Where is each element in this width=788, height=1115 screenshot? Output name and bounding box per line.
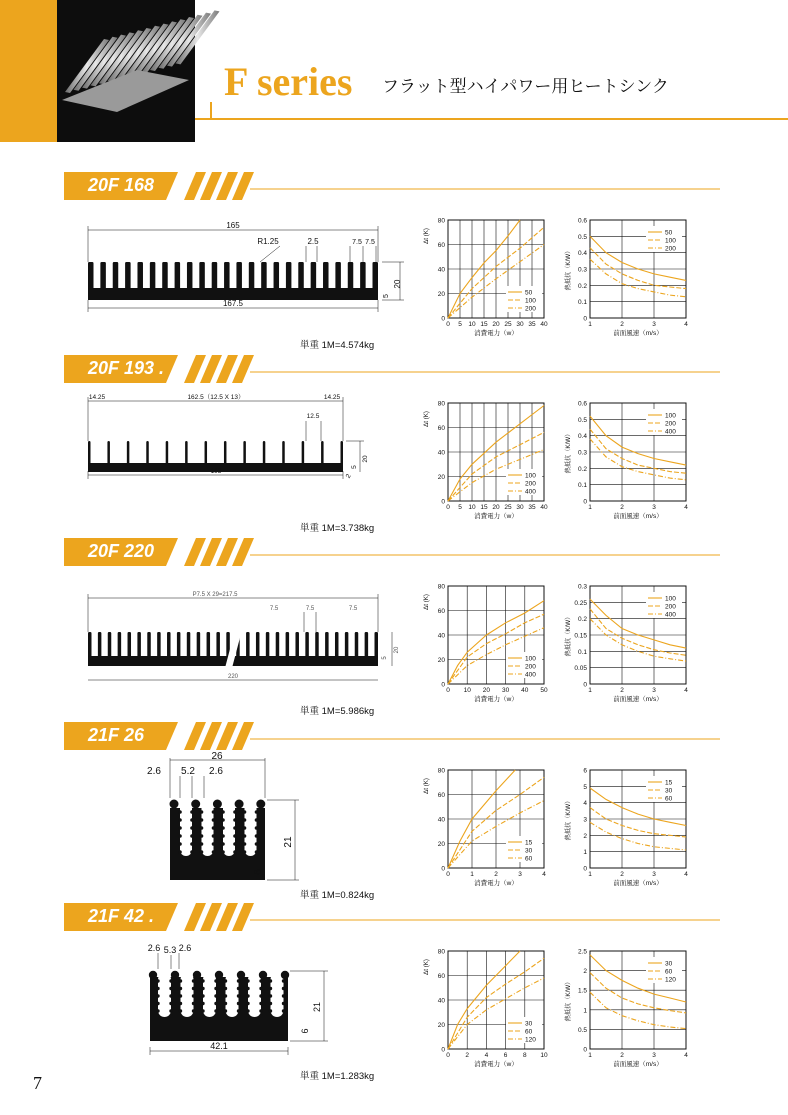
y-tick-label: 20 — [437, 841, 445, 848]
y-axis-label: 熱抵抗（K/W） — [565, 978, 572, 1022]
y-axis-label: Δt (K) — [423, 594, 430, 610]
dim-label: 2.6 — [209, 766, 223, 777]
y-tick-label: 0.6 — [577, 217, 587, 225]
chart-thermal-resistance — [560, 764, 700, 894]
unit-weight: 単重 1M=5.986kg — [300, 706, 375, 717]
dim-label: 162.5（12.5 X 13） — [187, 394, 245, 401]
legend-label: 200 — [665, 420, 676, 428]
y-tick-label: 1 — [583, 849, 587, 857]
legend-label: 200 — [665, 245, 676, 253]
x-tick-label: 1 — [588, 321, 592, 328]
legend-label: 30 — [525, 1020, 533, 1028]
heatsink-profile — [170, 800, 266, 881]
legend-label: 30 — [525, 847, 533, 855]
section-title: 20F 220 — [88, 541, 155, 561]
header-accent-bar — [195, 118, 788, 120]
section-title: 21F 26 — [88, 725, 145, 745]
x-tick-label: 30 — [516, 504, 524, 511]
y-tick-label: 0.4 — [577, 433, 587, 441]
y-tick-label: 0.2 — [577, 282, 587, 290]
x-tick-label: 10 — [468, 321, 476, 328]
legend-label: 400 — [665, 611, 676, 619]
legend-label: 50 — [525, 289, 533, 297]
y-tick-label: 60 — [437, 973, 445, 980]
y-tick-label: 80 — [437, 948, 445, 956]
x-tick-label: 2 — [620, 871, 624, 878]
y-tick-label: 0.1 — [577, 299, 587, 307]
dim-label: 2.6 — [178, 943, 192, 953]
x-tick-label: 10 — [468, 504, 476, 511]
x-tick-label: 3 — [652, 504, 656, 511]
x-tick-label: 0 — [446, 321, 450, 328]
x-tick-label: 5 — [458, 321, 462, 328]
y-tick-label: 60 — [437, 792, 445, 799]
dim-label: 6 — [300, 1028, 310, 1034]
y-axis-label: 熱抵抗（K/W） — [565, 797, 572, 841]
x-tick-label: 0 — [446, 687, 450, 694]
dim-label: 7.5 — [348, 606, 358, 612]
x-tick-label: 1 — [588, 871, 592, 878]
y-axis-label: 熱抵抗（K/W） — [565, 430, 572, 474]
legend-label: 15 — [665, 779, 673, 787]
x-tick-label: 1 — [588, 687, 592, 694]
x-tick-label: 2 — [465, 1052, 470, 1059]
legend-label: 100 — [665, 237, 676, 245]
x-tick-label: 25 — [504, 504, 512, 511]
x-tick-label: 40 — [540, 504, 548, 511]
dim-label: 193 — [210, 468, 222, 475]
y-tick-label: 0.1 — [577, 648, 587, 656]
chart-thermal-resistance — [560, 397, 700, 527]
unit-weight: 単重 1M=0.824kg — [300, 890, 375, 901]
dim-label: 7.5 — [352, 239, 362, 246]
dim-label: 26 — [211, 751, 223, 762]
x-tick-label: 15 — [480, 504, 488, 511]
x-tick-label: 10 — [463, 687, 471, 694]
dim-label: 21 — [312, 1001, 322, 1013]
series-subtitle: フラット型ハイパワー用ヒートシンク — [382, 77, 669, 96]
x-tick-label: 25 — [504, 321, 512, 328]
dim-label: 20 — [393, 279, 402, 289]
chart-temperature-rise — [418, 580, 558, 710]
x-tick-label: 2 — [494, 871, 498, 878]
y-tick-label: 0.6 — [577, 400, 587, 408]
unit-weight: 単重 1M=4.574kg — [300, 340, 375, 351]
x-tick-label: 15 — [480, 321, 488, 328]
section-title: 20F 193 . — [88, 358, 165, 378]
dim-label: 5 — [382, 656, 388, 660]
x-tick-label: 4 — [484, 1052, 489, 1059]
y-tick-label: 20 — [437, 657, 445, 664]
legend-label: 100 — [665, 595, 676, 603]
dim-label: 167.5 — [222, 299, 244, 308]
legend-label: 100 — [525, 297, 536, 305]
y-tick-label: 0.2 — [577, 616, 587, 624]
legend-label: 200 — [525, 480, 536, 488]
legend-label: 60 — [525, 1028, 533, 1036]
x-axis-label: 前面風速（m/s） — [613, 1061, 663, 1068]
y-tick-label: 80 — [437, 217, 445, 225]
y-axis-label: 熱抵抗（K/W） — [565, 613, 572, 657]
legend-label: 200 — [525, 663, 536, 671]
dim-label: 7.5 — [269, 606, 279, 612]
x-tick-label: 3 — [652, 321, 656, 328]
legend-label: 400 — [525, 671, 536, 679]
x-tick-label: 30 — [501, 687, 510, 694]
y-tick-label: 80 — [437, 400, 445, 408]
x-tick-label: 3 — [652, 1052, 656, 1059]
x-tick-label: 20 — [482, 687, 491, 694]
section-title-banner — [0, 172, 788, 200]
y-tick-label: 0.3 — [577, 583, 587, 591]
x-tick-label: 2 — [620, 1052, 624, 1059]
profile-drawing — [70, 939, 420, 1069]
y-tick-label: 2 — [583, 832, 587, 840]
y-tick-label: 80 — [437, 767, 445, 775]
x-tick-label: 5 — [458, 504, 462, 511]
y-axis-label: Δt (K) — [423, 411, 430, 427]
profile-drawing — [70, 391, 420, 521]
x-axis-label: 消費電力（w） — [474, 330, 518, 337]
dim-label: 5.2 — [181, 766, 195, 777]
x-tick-label: 4 — [684, 321, 688, 328]
x-tick-label: 40 — [521, 687, 529, 694]
y-tick-label: 40 — [437, 997, 445, 1005]
dim-label: 165 — [226, 221, 240, 230]
dim-label: 2.5 — [307, 237, 319, 246]
dim-label: 2.6 — [147, 943, 161, 953]
y-tick-label: 0.5 — [577, 1026, 587, 1034]
y-tick-label: 2.5 — [577, 948, 587, 956]
y-tick-label: 80 — [437, 583, 445, 591]
section-title: 21F 42 . — [88, 906, 155, 926]
y-tick-label: 0 — [583, 865, 587, 873]
x-axis-label: 消費電力（w） — [474, 880, 518, 887]
x-tick-label: 20 — [492, 321, 500, 328]
dim-label: 2.6 — [147, 766, 161, 777]
y-tick-label: 0 — [441, 315, 445, 323]
section-title: 20F 168 — [88, 175, 155, 195]
y-axis-label: Δt (K) — [423, 228, 430, 244]
x-tick-label: 8 — [522, 1052, 527, 1059]
dim-label: 12.5 — [306, 413, 320, 420]
legend-label: 60 — [665, 795, 673, 803]
dim-label: 5 — [351, 465, 358, 469]
x-tick-label: 3 — [652, 687, 656, 694]
x-tick-label: 30 — [516, 321, 524, 328]
y-tick-label: 1.5 — [577, 987, 587, 995]
y-tick-label: 0 — [441, 1046, 445, 1054]
x-tick-label: 3 — [652, 871, 656, 878]
chart-temperature-rise — [418, 945, 558, 1075]
section-title-banner — [0, 538, 788, 566]
legend-label: 120 — [665, 976, 676, 984]
x-tick-label: 1 — [588, 504, 592, 511]
profile-drawing — [70, 751, 420, 888]
legend-label: 60 — [525, 855, 533, 863]
x-axis-label: 前面風速（m/s） — [613, 880, 663, 887]
x-tick-label: 2 — [620, 504, 624, 511]
legend-label: 120 — [525, 1036, 536, 1044]
legend-label: 100 — [525, 472, 536, 480]
legend-label: 60 — [665, 968, 673, 976]
chart-thermal-resistance — [560, 214, 700, 344]
dimension-line — [260, 246, 280, 262]
legend-label: 15 — [525, 839, 533, 847]
x-tick-label: 4 — [542, 871, 546, 878]
unit-weight: 単重 1M=1.283kg — [300, 1071, 375, 1082]
dim-label: 42.1 — [210, 1041, 228, 1051]
dim-label: 2 — [344, 472, 353, 480]
y-tick-label: 0.05 — [574, 665, 587, 673]
section-title-banner — [0, 903, 788, 931]
y-tick-label: 0.25 — [574, 599, 587, 607]
dim-label: R1.25 — [257, 237, 279, 246]
profile-drawing — [70, 208, 420, 338]
dim-label: 7.5 — [365, 239, 375, 246]
y-tick-label: 0 — [583, 681, 587, 689]
x-tick-label: 4 — [684, 687, 688, 694]
chart-thermal-resistance — [560, 945, 700, 1075]
x-tick-label: 0 — [446, 504, 450, 511]
y-tick-label: 0.1 — [577, 482, 587, 490]
legend-label: 400 — [665, 428, 676, 436]
x-tick-label: 3 — [518, 871, 522, 878]
y-tick-label: 5 — [583, 783, 587, 791]
y-tick-label: 0.15 — [574, 632, 587, 640]
dim-label: 20 — [362, 455, 369, 463]
y-axis-label: Δt (K) — [423, 959, 430, 975]
y-tick-label: 60 — [437, 608, 445, 615]
section-title-banner — [0, 722, 788, 750]
page-number: 7 — [33, 1073, 42, 1093]
y-tick-label: 0 — [441, 498, 445, 506]
section-title-banner — [0, 355, 788, 383]
y-tick-label: 20 — [437, 474, 445, 481]
y-tick-label: 3 — [583, 816, 587, 824]
x-axis-label: 消費電力（w） — [474, 513, 518, 520]
y-tick-label: 4 — [583, 800, 587, 808]
y-axis-label: Δt (K) — [423, 778, 430, 794]
dim-label: P7.5 X 29=217.5 — [192, 592, 238, 598]
y-tick-label: 6 — [583, 767, 587, 775]
x-tick-label: 0 — [446, 871, 450, 878]
dim-label: 6 — [253, 869, 264, 875]
y-axis-label: 熱抵抗（K/W） — [565, 247, 572, 291]
y-tick-label: 20 — [437, 1022, 445, 1029]
y-tick-label: 40 — [437, 266, 445, 274]
chart-temperature-rise — [418, 764, 558, 894]
y-tick-label: 0 — [583, 1046, 587, 1054]
x-tick-label: 2 — [620, 687, 624, 694]
y-tick-label: 60 — [437, 242, 445, 249]
dim-label: 5 — [383, 294, 390, 298]
legend-label: 400 — [525, 488, 536, 496]
x-axis-label: 消費電力（w） — [474, 696, 518, 703]
dim-label: 220 — [227, 674, 239, 680]
y-tick-label: 0.5 — [577, 233, 587, 241]
x-tick-label: 50 — [540, 687, 548, 694]
heatsink-photo-icon — [57, 0, 195, 142]
y-tick-label: 0.3 — [577, 449, 587, 457]
chart-thermal-resistance — [560, 580, 700, 710]
x-axis-label: 前面風速（m/s） — [613, 513, 663, 520]
x-tick-label: 6 — [503, 1052, 508, 1059]
series-title: F series — [224, 59, 353, 104]
x-axis-label: 前面風速（m/s） — [613, 330, 663, 337]
y-tick-label: 0.4 — [577, 250, 587, 258]
y-tick-label: 20 — [437, 291, 445, 298]
legend-label: 200 — [525, 305, 536, 313]
y-tick-label: 0.2 — [577, 465, 587, 473]
x-tick-label: 35 — [528, 321, 536, 328]
legend-label: 30 — [665, 787, 673, 795]
header-photo — [57, 0, 195, 142]
y-tick-label: 0.5 — [577, 416, 587, 424]
legend-label: 50 — [665, 229, 673, 237]
y-tick-label: 0 — [441, 681, 445, 689]
x-tick-label: 2 — [620, 321, 624, 328]
dim-label: 14.25 — [323, 394, 341, 401]
x-tick-label: 1 — [588, 1052, 592, 1059]
y-tick-label: 0 — [583, 498, 587, 506]
x-tick-label: 35 — [528, 504, 536, 511]
legend-label: 100 — [665, 412, 676, 420]
y-tick-label: 40 — [437, 816, 445, 824]
y-tick-label: 0.3 — [577, 266, 587, 274]
x-tick-label: 10 — [540, 1052, 548, 1059]
x-tick-label: 1 — [470, 871, 474, 878]
x-tick-label: 4 — [684, 504, 688, 511]
y-tick-label: 60 — [437, 425, 445, 432]
header-accent-block — [0, 0, 57, 142]
x-tick-label: 4 — [684, 1052, 688, 1059]
heatsink-profile — [88, 262, 378, 300]
dim-label: 20 — [394, 646, 400, 654]
heatsink-profile — [149, 971, 289, 1041]
y-tick-label: 0 — [441, 865, 445, 873]
legend-label: 200 — [665, 603, 676, 611]
y-tick-label: 0 — [583, 315, 587, 323]
unit-weight: 単重 1M=3.738kg — [300, 523, 375, 534]
legend-label: 100 — [525, 655, 536, 663]
chart-temperature-rise — [418, 214, 558, 344]
dim-label: 14.25 — [88, 394, 106, 401]
x-tick-label: 0 — [446, 1052, 450, 1059]
x-tick-label: 40 — [540, 321, 548, 328]
x-tick-label: 20 — [492, 504, 500, 511]
x-axis-label: 前面風速（m/s） — [613, 696, 663, 703]
x-tick-label: 4 — [684, 871, 688, 878]
dim-label: 21 — [283, 836, 294, 848]
chart-temperature-rise — [418, 397, 558, 527]
y-tick-label: 40 — [437, 449, 445, 457]
legend-label: 30 — [665, 960, 673, 968]
y-tick-label: 2 — [583, 968, 587, 976]
y-tick-label: 40 — [437, 632, 445, 640]
y-tick-label: 1 — [583, 1007, 587, 1015]
dim-label: 7.5 — [305, 606, 315, 612]
dim-label: 5.3 — [163, 945, 177, 955]
profile-drawing — [70, 574, 420, 704]
x-axis-label: 消費電力（w） — [474, 1061, 518, 1068]
